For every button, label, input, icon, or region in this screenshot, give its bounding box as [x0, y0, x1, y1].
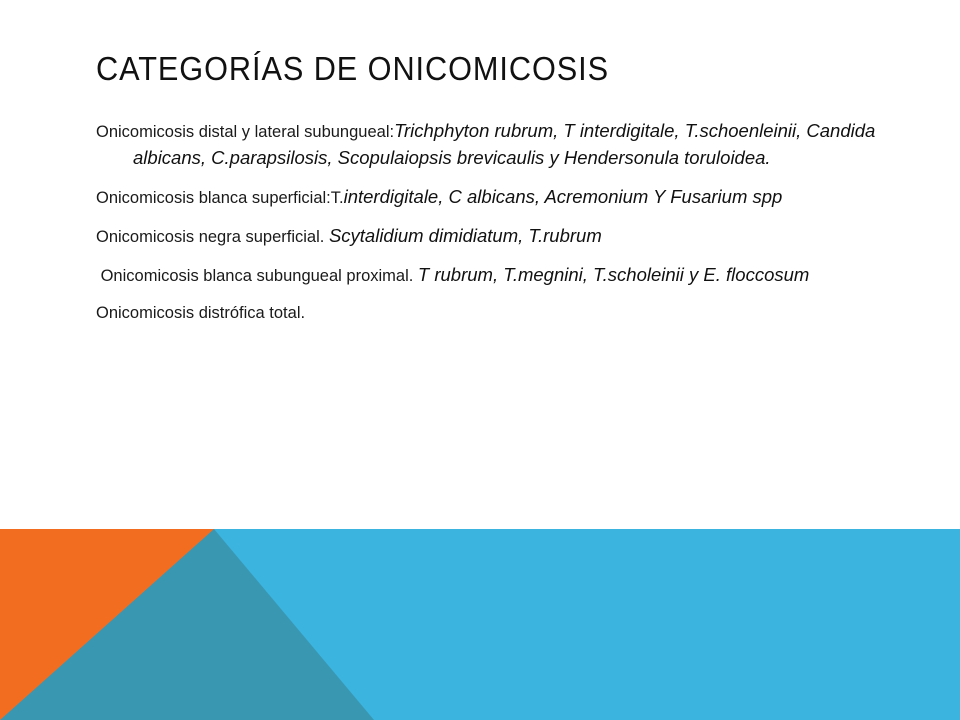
- list-item-blanca-proximal: [96, 262, 876, 289]
- slide-title: CATEGORÍAS DE ONICOMICOSIS: [96, 50, 610, 87]
- decorative-band: [0, 529, 960, 720]
- slide-body: [96, 118, 876, 338]
- item-species: Scytalidium dimidiatum, T.rubrum: [328, 225, 602, 246]
- list-item-blanca-superficial: [96, 184, 876, 211]
- item-label: Onicomicosis distrófica total.: [96, 304, 306, 322]
- item-label: Onicomicosis distal y lateral subungueal:: [96, 123, 395, 141]
- list-item-distal-lateral: [96, 118, 876, 172]
- item-label: Onicomicosis blanca subungueal proximal.: [100, 267, 418, 285]
- item-species: interdigitale, C albicans, Acremonium Y Fusarium spp: [343, 186, 783, 207]
- list-item-distrofica-total: [96, 301, 876, 326]
- item-species: Trichphyton rubrum, T interdigitale, T.schoenleinii, Candida albicans, C.parapsilosis, Scopulaiopsis brevicaulis y Hendersonula toruloidea.: [133, 120, 876, 168]
- list-item-negra-superficial: [96, 223, 876, 250]
- item-label: Onicomicosis blanca superficial:T.: [96, 189, 344, 207]
- item-label: Onicomicosis negra superficial.: [96, 228, 329, 246]
- item-species: T rubrum, T.megnini, T.scholeinii y E. floccosum: [417, 264, 810, 285]
